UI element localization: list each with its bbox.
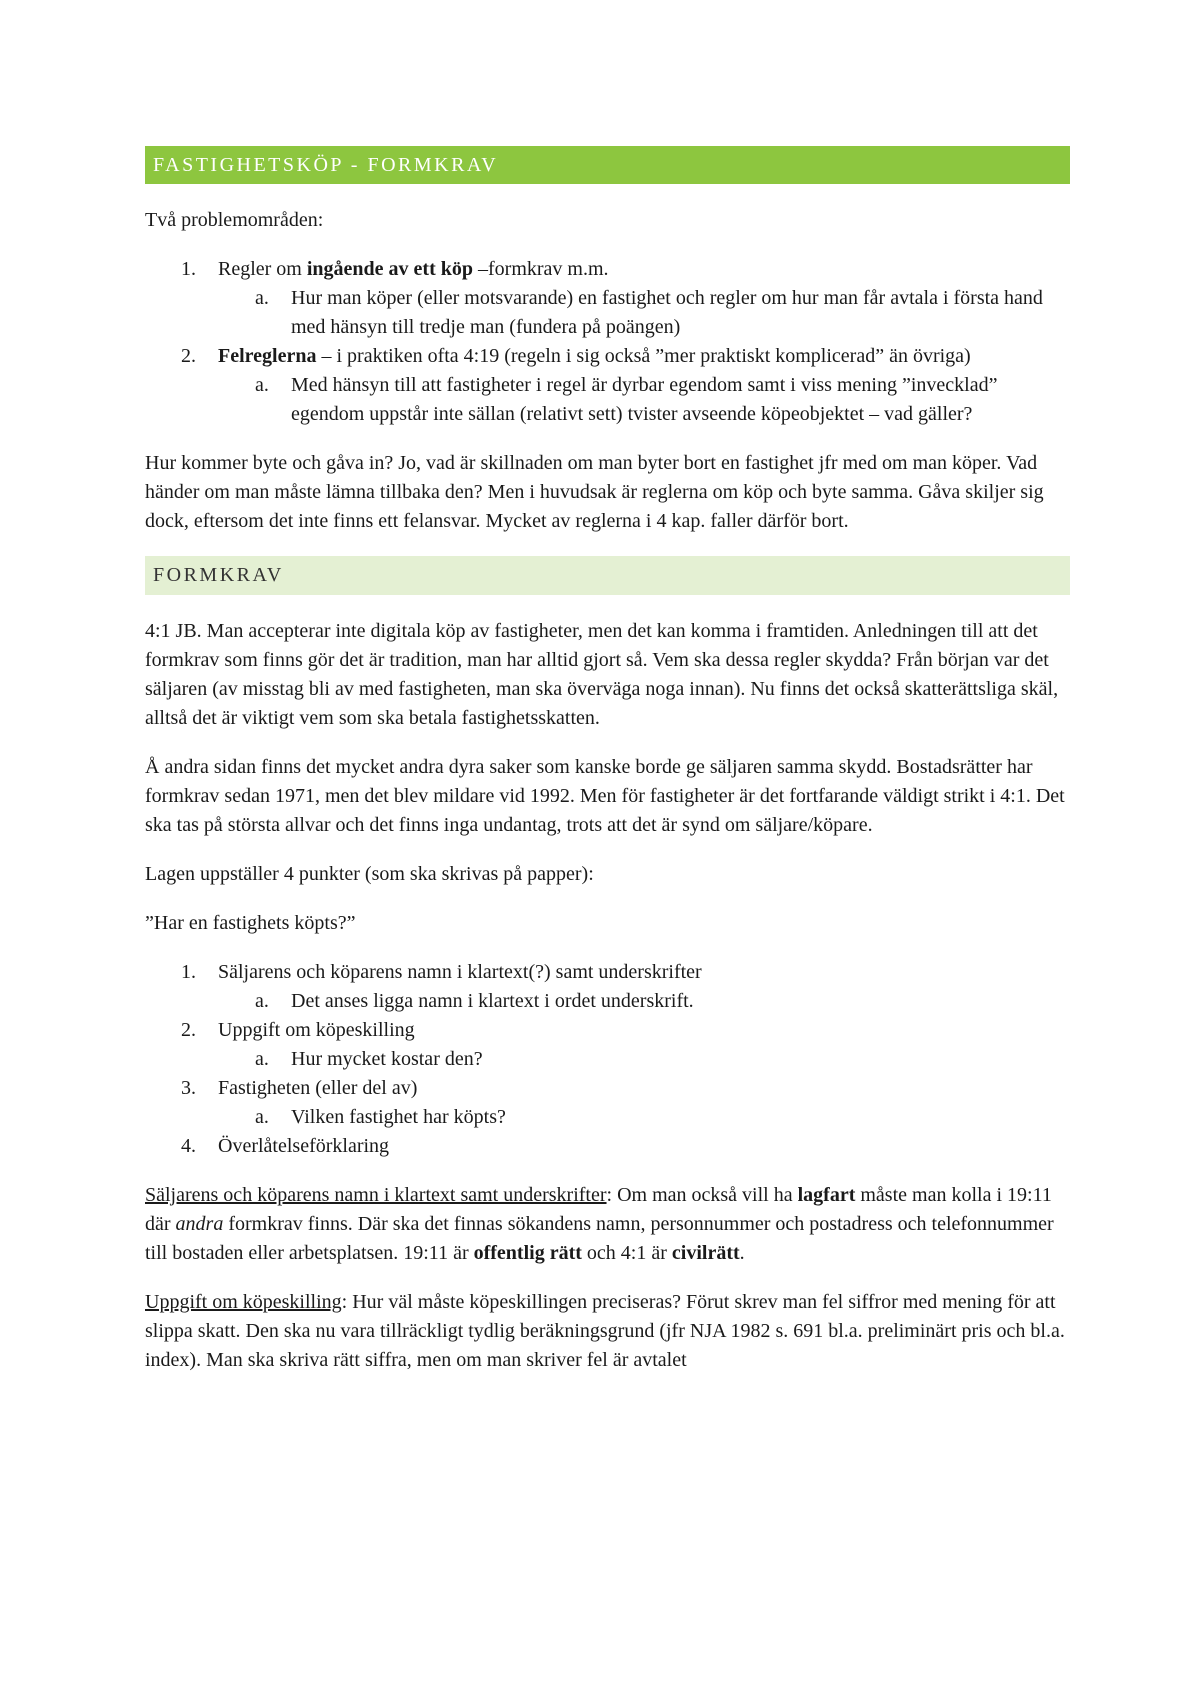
paragraph-uppgift: Uppgift om köpeskilling: Hur väl måste köpeskillingen preciseras? Förut skrev man fel siffror med mening för att slippa skatt. Den ska nu vara tillräckligt tydlig beräkningsgrund (jfr NJA 1982 s. 691 bl.a. preliminärt pris och bl.a. index). Man ska skriva rätt siffra, men om man skriver fel är avtalet	[145, 1291, 1065, 1371]
sub-list	[218, 371, 1070, 429]
sub-list	[218, 284, 1070, 342]
sub-list-item: a. Vilken fastighet har köpts?	[255, 1106, 506, 1128]
paragraph-lagen: Lagen uppställer 4 punkter (som ska skrivas på papper):	[145, 863, 594, 885]
list-item: 3. Fastigheten (eller del av) a. Vilken fastighet har köpts?	[145, 1074, 1070, 1132]
underlined-term: Uppgift om köpeskilling	[145, 1291, 342, 1313]
list-item: 2. Uppgift om köpeskilling a. Hur mycket kostar den?	[145, 1016, 1070, 1074]
sub-list	[218, 987, 1070, 1016]
list-item: 1. Regler om ingående av ett köp –formkrav m.m. a. Hur man köper (eller motsvarande) en fastighet och regler om hur man får avtala i första hand med hänsyn till tredje man (fundera på poängen)	[145, 255, 1070, 342]
paragraph-andra-sidan: Å andra sidan finns det mycket andra dyra saker som kanske borde ge säljaren samma skydd. Bostadsrätter har formkrav sedan 1971, men det blev mildare vid 1992. Men för fastigheter är det fortfarande väldigt strikt i 4:1. Det ska tas på största allvar och det finns inga undantag, trots att det är synd om säljare/köpare.	[145, 756, 1065, 836]
list-number: 3.	[181, 1077, 196, 1099]
sub-list-item: a. Hur mycket kostar den?	[255, 1048, 483, 1070]
heading-fastighetskop: FASTIGHETSKÖP - FORMKRAV	[145, 146, 1070, 184]
paragraph-saljarens: Säljarens och köparens namn i klartext samt underskrifter: Om man också vill ha lagfart måste man kolla i 19:11 där andra formkrav finns. Där ska det finnas sökandens namn, personnummer och postadress och telefonnummer till bostaden eller arbetsplatsen. 19:11 är offentlig rätt och 4:1 är civilrätt.	[145, 1184, 1054, 1264]
list-number: 1.	[181, 258, 196, 280]
document-page	[145, 146, 1070, 1395]
list-number: 1.	[181, 961, 196, 983]
sub-list-item: a. Det anses ligga namn i klartext i ordet underskrift.	[255, 990, 694, 1012]
sub-list-item: a. Hur man köper (eller motsvarande) en fastighet och regler om hur man får avtala i första hand med hänsyn till tredje man (fundera på poängen)	[255, 287, 1043, 338]
sub-list-item: a. Med hänsyn till att fastigheter i regel är dyrbar egendom samt i viss mening ”invecklad” egendom uppstår inte sällan (relativt sett) tvister avseende köpeobjektet – vad gäller?	[255, 374, 998, 425]
paragraph-quote: ”Har en fastighets köpts?”	[145, 912, 356, 934]
paragraph-byte-gava: Hur kommer byte och gåva in? Jo, vad är skillnaden om man byter bort en fastighet jfr med om man köper. Vad händer om man måste lämna tillbaka den? Men i huvudsak är reglerna om köp och byte samma. Gåva skiljer sig dock, eftersom det inte finns ett felansvar. Mycket av reglerna i 4 kap. faller därför bort.	[145, 452, 1044, 532]
underlined-term: Säljarens och köparens namn i klartext samt underskrifter	[145, 1184, 607, 1206]
list-item: 2. Felreglerna – i praktiken ofta 4:19 (regeln i sig också ”mer praktiskt komplicerad” än övriga) a. Med hänsyn till att fastigheter i regel är dyrbar egendom samt i viss mening ”invecklad” egendom uppstår inte sällan (relativt sett) tvister avseende köpeobjektet – vad gäller?	[145, 342, 1070, 429]
paragraph-4-1-jb: 4:1 JB. Man accepterar inte digitala köp av fastigheter, men det kan komma i framtiden. Anledningen till att det formkrav som finns gör det är tradition, man har alltid gjort så. Vem ska dessa regler skydda? Från början var det säljaren (av misstag bli av med fastigheten, man ska överväga noga innan). Nu finns det också skatterättsliga skäl, alltså det är viktigt vem som ska betala fastighetsskatten.	[145, 620, 1059, 729]
list-item: 1. Säljarens och köparens namn i klartext(?) samt underskrifter a. Det anses ligga namn i klartext i ordet underskrift.	[145, 958, 1070, 1016]
intro-text: Två problemområden:	[145, 209, 324, 231]
points-list	[145, 958, 1070, 1161]
heading-formkrav: FORMKRAV	[145, 556, 1070, 595]
list-number: 2.	[181, 345, 196, 367]
list-number: 2.	[181, 1019, 196, 1041]
list-item: 4. Överlåtelseförklaring	[145, 1132, 1070, 1161]
sub-list	[218, 1045, 1070, 1074]
problem-list	[145, 255, 1070, 429]
list-number: 4.	[181, 1135, 196, 1157]
sub-list	[218, 1103, 1070, 1132]
